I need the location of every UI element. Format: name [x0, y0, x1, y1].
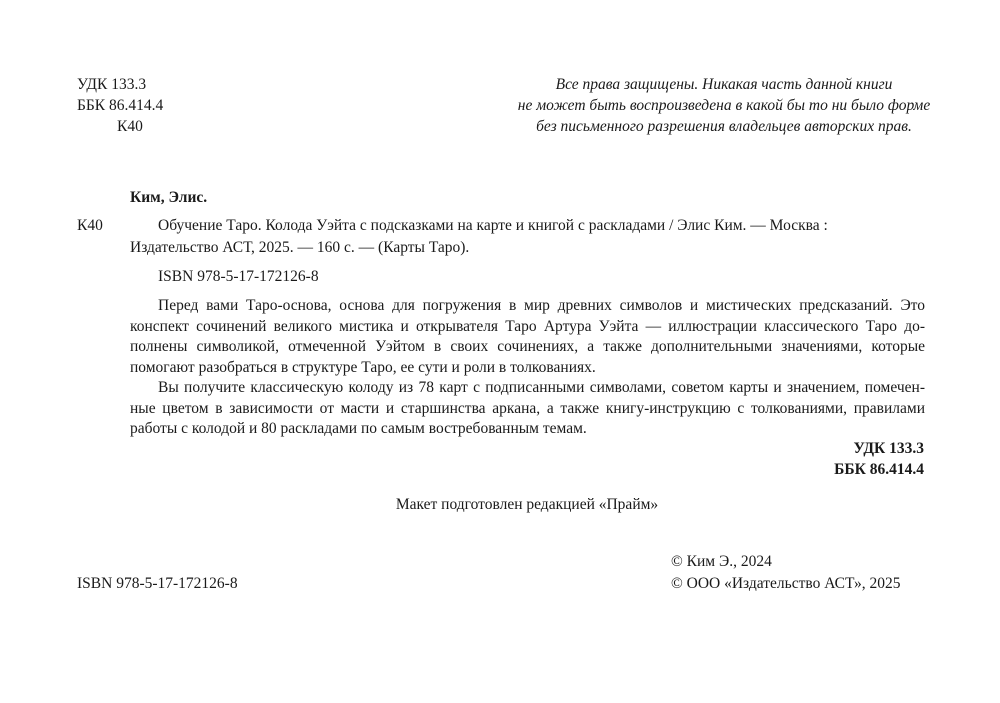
record-isbn: ISBN 978-5-17-172126-8: [158, 268, 319, 285]
rights-notice-line: не может быть воспроизведена в какой бы то ни было форме: [517, 97, 931, 114]
annotation-line: полнены символикой, отмеченной Уэйтом в своих сочинениях, а также дополнительными значениями, которые: [130, 338, 925, 355]
annotation-line: Перед вами Таро-основа, основа для погружения в мир древних символов и мистических предсказаний. Это: [158, 297, 925, 314]
prepared-by: Макет подготовлен редакцией «Прайм»: [395, 496, 659, 513]
record-title-line: Обучение Таро. Колода Уэйта с подсказками на карте и книгой с раскладами / Элис Ким. — Москва :: [158, 217, 828, 234]
record-author: Ким, Элис.: [130, 189, 208, 206]
annotation-paragraph-2: [130, 378, 925, 440]
annotation-line: Вы получите классическую колоду из 78 карт с подписанными символами, советом карты и значением, помечен-: [158, 379, 925, 396]
bbk-header: ББК 86.414.4: [77, 97, 164, 114]
author-sign-header: К40: [117, 118, 143, 135]
copyright-author: © Ким Э., 2024: [671, 553, 772, 570]
footer-isbn: ISBN 978-5-17-172126-8: [77, 575, 238, 592]
record-author-sign: К40: [77, 217, 103, 234]
annotation-line: работы с колодой и 80 раскладами по самым востребованным темам.: [130, 420, 587, 437]
rights-notice: [440, 74, 1000, 137]
annotation-line: конспект сочинений великого мистика и открывателя Таро Артура Уэйта — иллюстрации классического Таро до-: [130, 317, 925, 335]
udk-header: УДК 133.3: [77, 76, 147, 93]
bbk-index: ББК 86.414.4: [834, 461, 924, 478]
rights-notice-line: Все права защищены. Никакая часть данной книги: [555, 76, 893, 93]
record-title-line: Издательство АСТ, 2025. — 160 с. — (Карты Таро).: [130, 239, 470, 256]
udk-index: УДК 133.3: [853, 440, 924, 457]
copyright-publisher: © ООО «Издательство АСТ», 2025: [671, 575, 901, 592]
annotation-line: помогают разобраться в структуре Таро, ее сути и роли в толкованиях.: [130, 358, 596, 376]
rights-notice-line: без письменного разрешения владельцев авторских прав.: [536, 118, 912, 135]
annotation-paragraph-1: [130, 296, 925, 378]
annotation-line: ные цветом в зависимости от масти и старшинства аркана, а также книгу-инструкцию с толкованиями, правилами: [130, 399, 925, 417]
